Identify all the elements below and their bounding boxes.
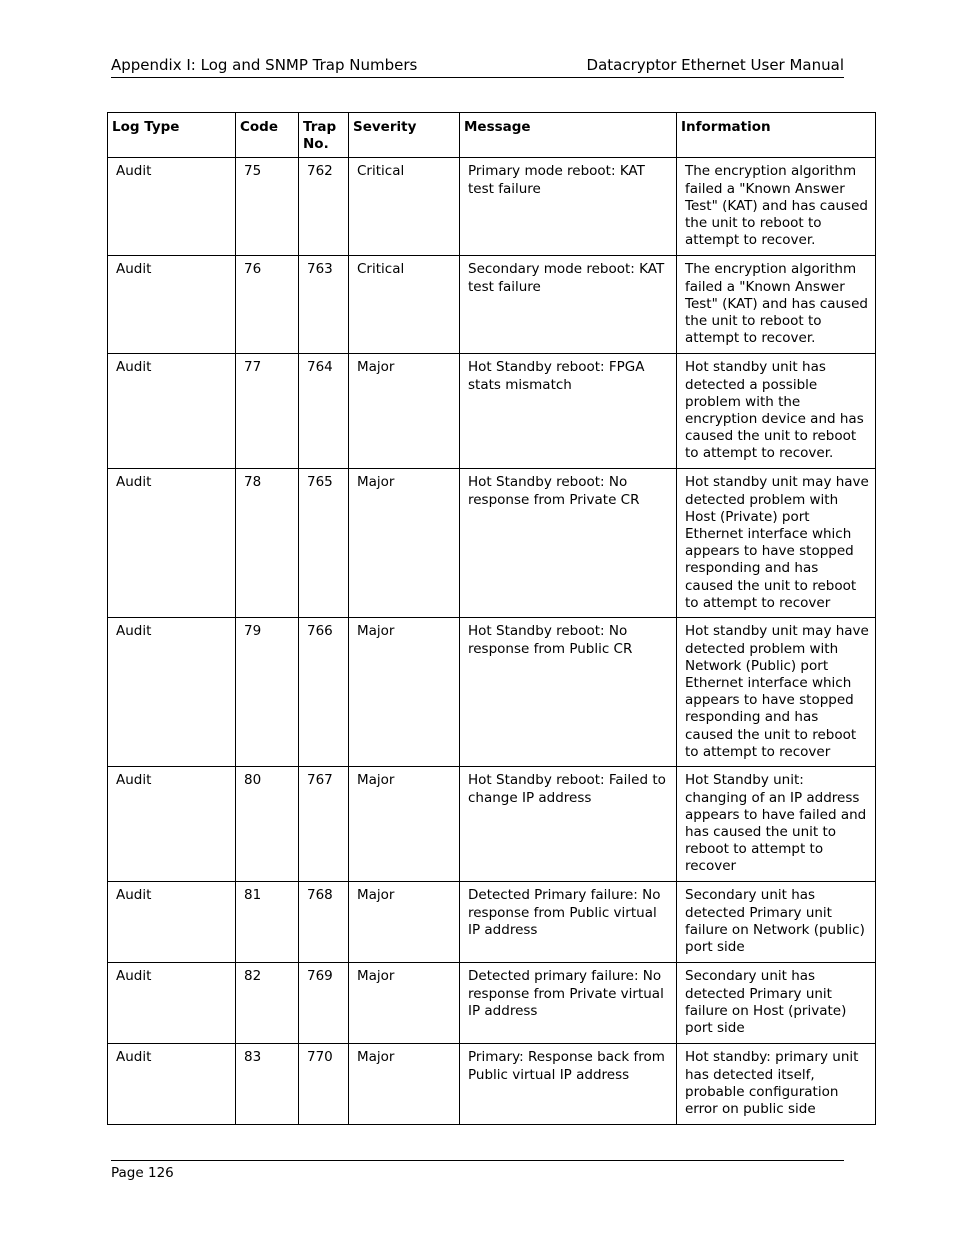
cell-message: Hot Standby reboot: No response from Public CR [460,618,677,767]
cell-trap-no: 767 [299,767,349,882]
cell-message: Detected primary failure: No response from Private virtual IP address [460,963,677,1044]
page-footer [111,1160,844,1181]
cell-log-type: Audit [108,767,236,882]
cell-trap-no: 763 [299,256,349,354]
cell-code: 77 [236,354,299,469]
cell-information: The encryption algorithm failed a "Known Answer Test" (KAT) and has caused the unit to reboot to attempt to recover. [677,256,876,354]
cell-severity: Major [349,618,460,767]
cell-log-type: Audit [108,618,236,767]
cell-severity: Major [349,767,460,882]
cell-information: Hot standby unit may have detected problem with Network (Public) port Ethernet interface which appears to have stopped responding and has caused the unit to reboot to attempt to recover [677,618,876,767]
cell-information: The encryption algorithm failed a "Known Answer Test" (KAT) and has caused the unit to reboot to attempt to recover. [677,158,876,256]
cell-information: Hot standby: primary unit has detected itself, probable configuration error on public side [677,1044,876,1125]
table-row [108,767,876,882]
table-row [108,618,876,767]
table-row [108,1044,876,1125]
log-trap-table [107,112,876,1125]
cell-log-type: Audit [108,256,236,354]
cell-code: 75 [236,158,299,256]
table-row [108,882,876,963]
cell-trap-no: 766 [299,618,349,767]
cell-severity: Major [349,469,460,618]
cell-log-type: Audit [108,1044,236,1125]
cell-code: 76 [236,256,299,354]
cell-trap-no: 769 [299,963,349,1044]
cell-log-type: Audit [108,158,236,256]
column-header-trap-no: Trap No. [299,113,349,158]
cell-trap-no: 765 [299,469,349,618]
column-header-information: Information [677,113,876,158]
cell-severity: Major [349,1044,460,1125]
cell-code: 82 [236,963,299,1044]
cell-message: Primary mode reboot: KAT test failure [460,158,677,256]
cell-message: Primary: Response back from Public virtual IP address [460,1044,677,1125]
cell-message: Hot Standby reboot: No response from Private CR [460,469,677,618]
cell-trap-no: 770 [299,1044,349,1125]
cell-severity: Critical [349,158,460,256]
cell-message: Detected Primary failure: No response from Public virtual IP address [460,882,677,963]
cell-information: Hot Standby unit: changing of an IP address appears to have failed and has caused the unit to reboot to attempt to recover [677,767,876,882]
table-header-row [108,113,876,158]
column-header-message: Message [460,113,677,158]
cell-log-type: Audit [108,469,236,618]
table-row [108,963,876,1044]
cell-code: 78 [236,469,299,618]
cell-message: Secondary mode reboot: KAT test failure [460,256,677,354]
page-header [111,56,844,78]
cell-log-type: Audit [108,354,236,469]
column-header-log-type: Log Type [108,113,236,158]
cell-message: Hot Standby reboot: Failed to change IP address [460,767,677,882]
cell-severity: Major [349,354,460,469]
cell-information: Secondary unit has detected Primary unit failure on Host (private) port side [677,963,876,1044]
cell-code: 80 [236,767,299,882]
table-row [108,256,876,354]
cell-information: Hot standby unit has detected a possible problem with the encryption device and has caused the unit to reboot to attempt to recover. [677,354,876,469]
cell-severity: Critical [349,256,460,354]
cell-information: Hot standby unit may have detected problem with Host (Private) port Ethernet interface which appears to have stopped responding and has caused the unit to reboot to attempt to recover [677,469,876,618]
table-row [108,469,876,618]
cell-trap-no: 768 [299,882,349,963]
column-header-code: Code [236,113,299,158]
page-number: Page 126 [111,1165,174,1181]
cell-severity: Major [349,963,460,1044]
cell-trap-no: 764 [299,354,349,469]
table-row [108,158,876,256]
cell-trap-no: 762 [299,158,349,256]
column-header-severity: Severity [349,113,460,158]
header-manual-title: Datacryptor Ethernet User Manual [586,56,844,74]
cell-log-type: Audit [108,882,236,963]
cell-information: Secondary unit has detected Primary unit failure on Network (public) port side [677,882,876,963]
header-section-title: Appendix I: Log and SNMP Trap Numbers [111,56,418,74]
cell-message: Hot Standby reboot: FPGA stats mismatch [460,354,677,469]
cell-code: 79 [236,618,299,767]
cell-code: 83 [236,1044,299,1125]
table-row [108,354,876,469]
cell-severity: Major [349,882,460,963]
cell-code: 81 [236,882,299,963]
cell-log-type: Audit [108,963,236,1044]
